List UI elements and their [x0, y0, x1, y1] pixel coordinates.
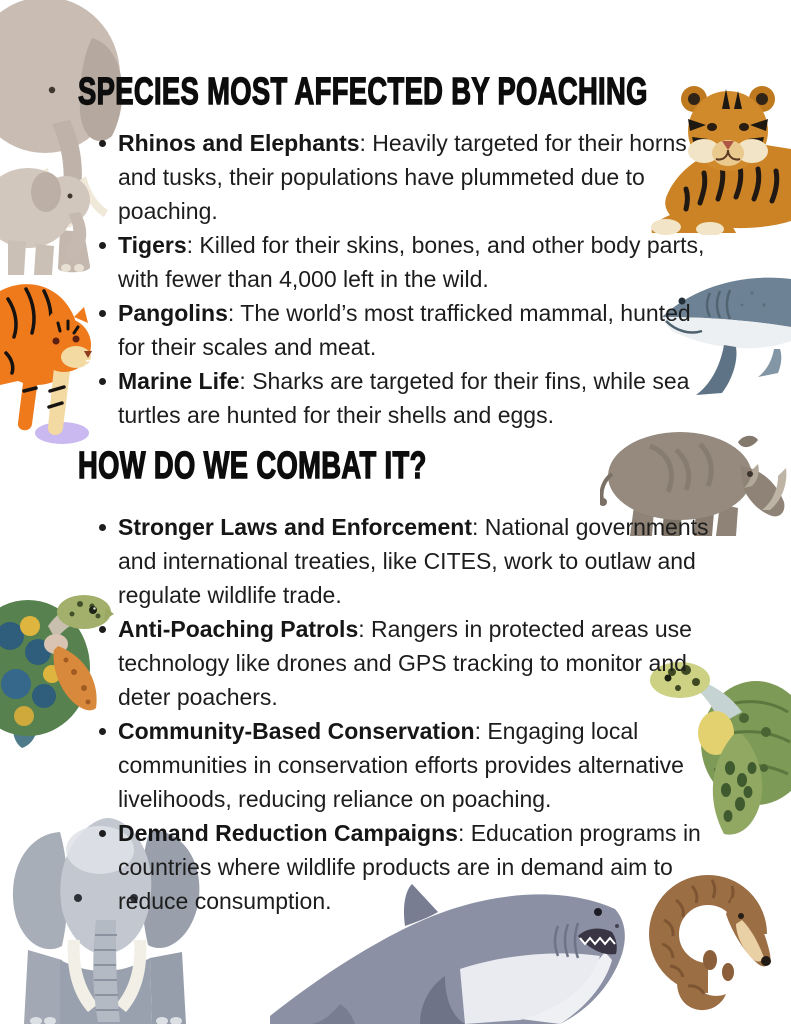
- list-item-pangolins: [118, 296, 710, 364]
- species-affected-list: [118, 126, 710, 432]
- list-item-community-conservation: [118, 714, 710, 816]
- item-term: Anti-Poaching Patrols: [118, 616, 359, 642]
- item-description: : The world’s most trafficked mammal, hunted for their scales and meat.: [118, 300, 691, 360]
- elephant-and-calf-illustration: [0, 0, 133, 275]
- item-term: Demand Reduction Campaigns: [118, 820, 458, 846]
- item-description: : Engaging local communities in conservation efforts provides alternative livelihoods, reducing reliance on poaching.: [118, 718, 684, 812]
- list-item-demand-reduction: [118, 816, 710, 918]
- list-item-marine-life: [118, 364, 710, 432]
- item-description: : Heavily targeted for their horns and tusks, their populations have plummeted due to poaching.: [118, 130, 687, 224]
- item-term: Pangolins: [118, 300, 228, 326]
- list-item-anti-poaching-patrols: [118, 612, 710, 714]
- list-item-tigers: [118, 228, 710, 296]
- sea-turtle-left-illustration: [0, 556, 114, 748]
- item-term: Tigers: [118, 232, 187, 258]
- item-term: Marine Life: [118, 368, 240, 394]
- item-description: : Education programs in countries where wildlife products are in demand aim to reduce consumption.: [118, 820, 701, 914]
- section-title-combat: HOW DO WE COMBAT IT?: [78, 445, 427, 487]
- item-term: Rhinos and Elephants: [118, 130, 360, 156]
- list-item-rhinos-elephants: [118, 126, 710, 228]
- combat-methods-list: [118, 510, 710, 918]
- item-description: : National governments and international treaties, like CITES, work to outlaw and regulate wildlife trade.: [118, 514, 709, 608]
- list-item-stronger-laws: [118, 510, 710, 612]
- item-term: Stronger Laws and Enforcement: [118, 514, 473, 540]
- item-description: : Killed for their skins, bones, and other body parts, with fewer than 4,000 left in the wild.: [118, 232, 705, 292]
- item-term: Community-Based Conservation: [118, 718, 475, 744]
- item-description: : Rangers in protected areas use technology like drones and GPS tracking to monitor and deter poachers.: [118, 616, 692, 710]
- tiger-walking-illustration: [0, 275, 108, 447]
- item-description: : Sharks are targeted for their fins, while sea turtles are hunted for their shells and eggs.: [118, 368, 690, 428]
- page-title: SPECIES MOST AFFECTED BY POACHING: [78, 71, 648, 113]
